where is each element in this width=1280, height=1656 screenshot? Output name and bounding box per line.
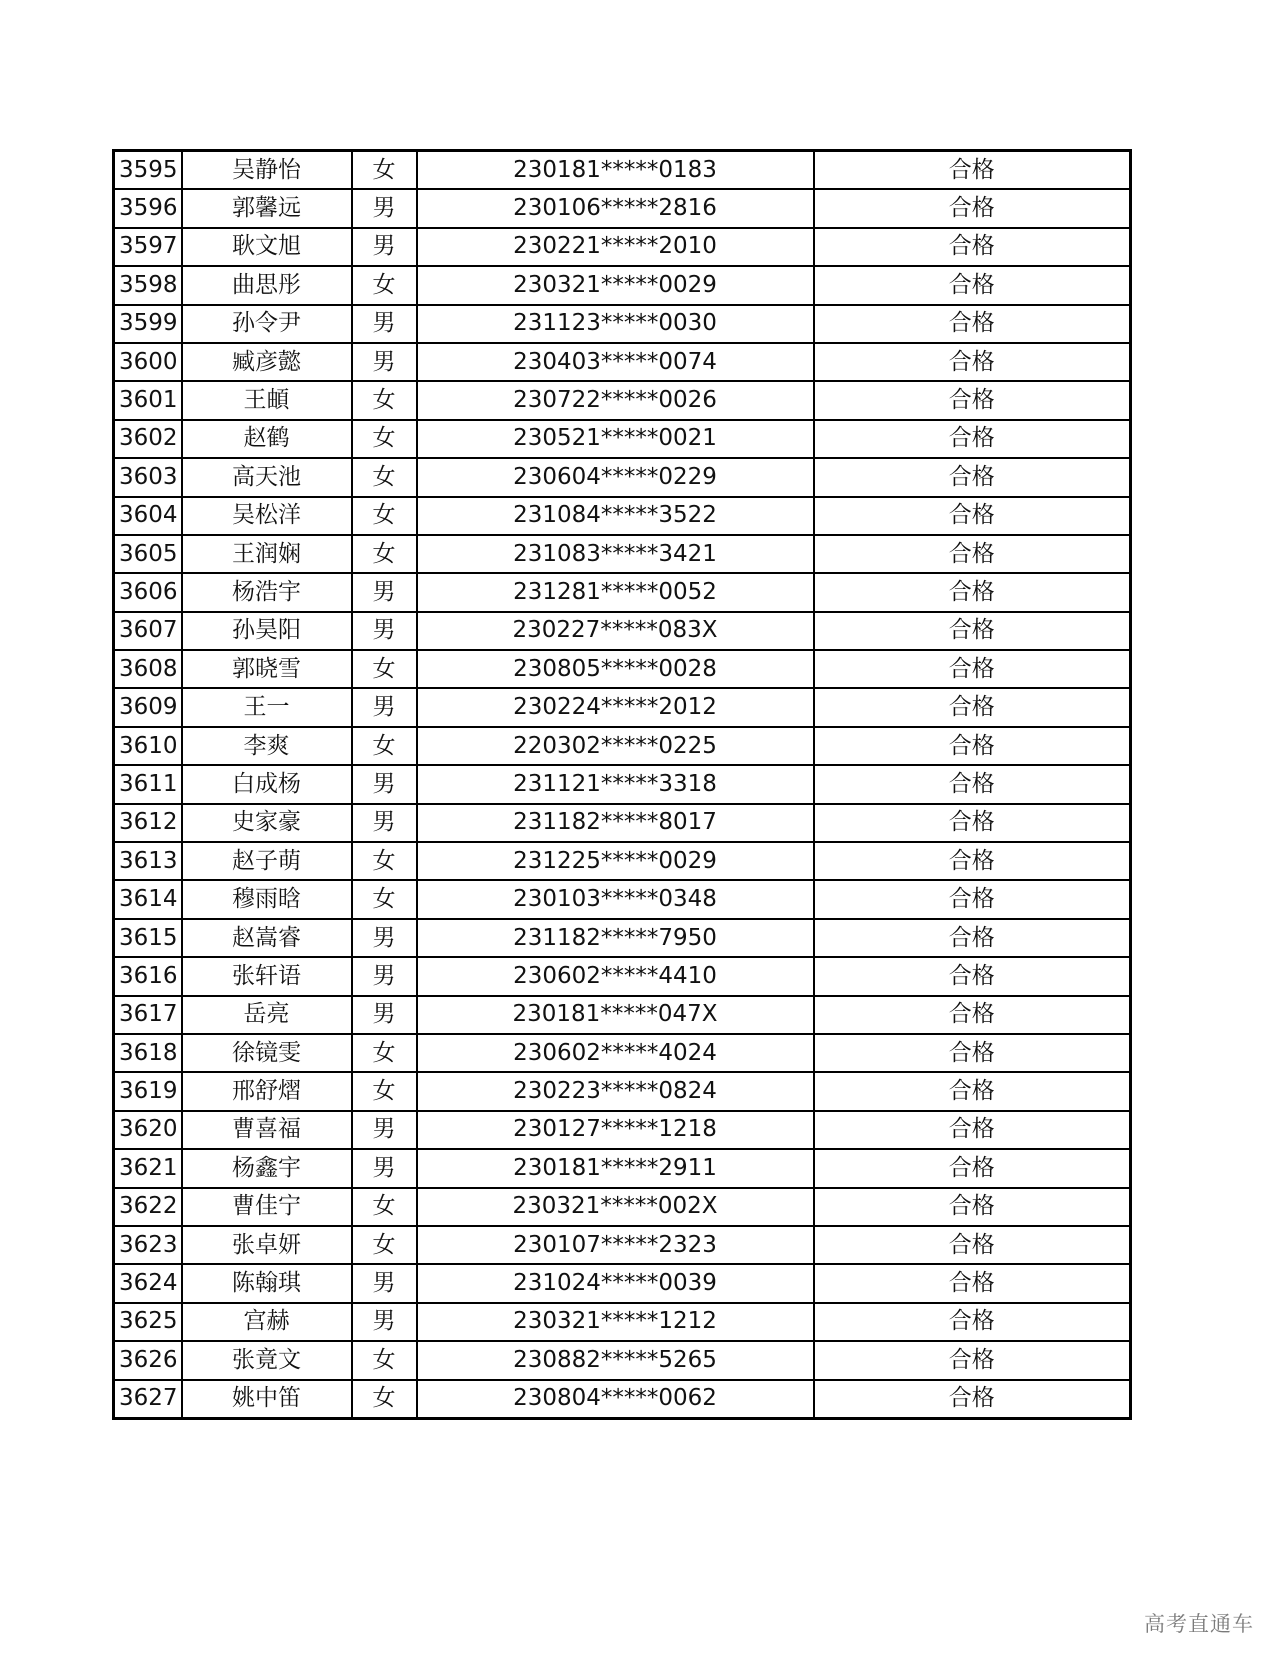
id-number-cell: 230227*****083X [417, 612, 814, 650]
gender-cell: 女 [352, 1188, 417, 1226]
id-number-cell: 231084*****3522 [417, 497, 814, 535]
name-cell: 张卓妍 [182, 1226, 352, 1264]
result-cell: 合格 [814, 1341, 1131, 1379]
id-number-cell: 230403*****0074 [417, 343, 814, 381]
name-cell: 曹喜福 [182, 1111, 352, 1149]
result-cell: 合格 [814, 497, 1131, 535]
name-cell: 邢舒熠 [182, 1072, 352, 1110]
result-cell: 合格 [814, 535, 1131, 573]
table-row [114, 919, 1131, 957]
id-number-cell: 230103*****0348 [417, 880, 814, 918]
row-number-cell: 3609 [114, 688, 182, 726]
row-number-cell: 3621 [114, 1149, 182, 1187]
gender-cell: 女 [352, 880, 417, 918]
result-cell: 合格 [814, 688, 1131, 726]
table-row [114, 727, 1131, 765]
name-cell: 赵嵩睿 [182, 919, 352, 957]
table-row [114, 151, 1131, 190]
id-number-cell: 220302*****0225 [417, 727, 814, 765]
result-cell: 合格 [814, 1111, 1131, 1149]
id-number-cell: 230602*****4410 [417, 957, 814, 995]
table-row [114, 497, 1131, 535]
table-row [114, 996, 1131, 1034]
table-row [114, 1264, 1131, 1302]
gender-cell: 女 [352, 458, 417, 496]
row-number-cell: 3620 [114, 1111, 182, 1149]
name-cell: 高天池 [182, 458, 352, 496]
id-number-cell: 231182*****7950 [417, 919, 814, 957]
result-cell: 合格 [814, 266, 1131, 304]
id-number-cell: 230321*****1212 [417, 1303, 814, 1341]
id-number-cell: 231182*****8017 [417, 804, 814, 842]
name-cell: 穆雨晗 [182, 880, 352, 918]
result-cell: 合格 [814, 880, 1131, 918]
table-row [114, 266, 1131, 304]
result-cell: 合格 [814, 420, 1131, 458]
row-number-cell: 3597 [114, 228, 182, 266]
table-row [114, 535, 1131, 573]
name-cell: 史家豪 [182, 804, 352, 842]
result-cell: 合格 [814, 1072, 1131, 1110]
id-number-cell: 231083*****3421 [417, 535, 814, 573]
name-cell: 张竟文 [182, 1341, 352, 1379]
name-cell: 李爽 [182, 727, 352, 765]
id-number-cell: 231281*****0052 [417, 573, 814, 611]
id-number-cell: 231123*****0030 [417, 305, 814, 343]
name-cell: 孙昊阳 [182, 612, 352, 650]
result-cell: 合格 [814, 919, 1131, 957]
table-row [114, 1149, 1131, 1187]
id-number-cell: 230181*****0183 [417, 151, 814, 190]
gender-cell: 男 [352, 996, 417, 1034]
row-number-cell: 3599 [114, 305, 182, 343]
table-row [114, 688, 1131, 726]
row-number-cell: 3616 [114, 957, 182, 995]
gender-cell: 女 [352, 1341, 417, 1379]
result-cell: 合格 [814, 151, 1131, 190]
watermark-text: 高考直通车 [1144, 1612, 1254, 1636]
gender-cell: 女 [352, 266, 417, 304]
table-row [114, 1034, 1131, 1072]
gender-cell: 女 [352, 1380, 417, 1419]
gender-cell: 女 [352, 727, 417, 765]
result-cell: 合格 [814, 996, 1131, 1034]
row-number-cell: 3614 [114, 880, 182, 918]
table-row [114, 343, 1131, 381]
row-number-cell: 3610 [114, 727, 182, 765]
id-number-cell: 230804*****0062 [417, 1380, 814, 1419]
id-number-cell: 230106*****2816 [417, 189, 814, 227]
gender-cell: 女 [352, 535, 417, 573]
gender-cell: 女 [352, 497, 417, 535]
results-table [112, 149, 1132, 1420]
row-number-cell: 3618 [114, 1034, 182, 1072]
gender-cell: 男 [352, 573, 417, 611]
result-cell: 合格 [814, 228, 1131, 266]
gender-cell: 男 [352, 1303, 417, 1341]
result-cell: 合格 [814, 612, 1131, 650]
result-cell: 合格 [814, 842, 1131, 880]
name-cell: 王润娴 [182, 535, 352, 573]
result-cell: 合格 [814, 1149, 1131, 1187]
row-number-cell: 3601 [114, 381, 182, 419]
row-number-cell: 3603 [114, 458, 182, 496]
table-row [114, 1341, 1131, 1379]
row-number-cell: 3626 [114, 1341, 182, 1379]
name-cell: 臧彦懿 [182, 343, 352, 381]
id-number-cell: 230181*****047X [417, 996, 814, 1034]
result-cell: 合格 [814, 650, 1131, 688]
row-number-cell: 3617 [114, 996, 182, 1034]
gender-cell: 男 [352, 189, 417, 227]
gender-cell: 男 [352, 688, 417, 726]
table-row [114, 420, 1131, 458]
result-cell: 合格 [814, 1303, 1131, 1341]
table-row [114, 1111, 1131, 1149]
gender-cell: 女 [352, 1072, 417, 1110]
name-cell: 赵鹤 [182, 420, 352, 458]
row-number-cell: 3613 [114, 842, 182, 880]
gender-cell: 男 [352, 1111, 417, 1149]
row-number-cell: 3619 [114, 1072, 182, 1110]
gender-cell: 男 [352, 1264, 417, 1302]
gender-cell: 女 [352, 420, 417, 458]
id-number-cell: 230882*****5265 [417, 1341, 814, 1379]
row-number-cell: 3612 [114, 804, 182, 842]
result-cell: 合格 [814, 1226, 1131, 1264]
row-number-cell: 3625 [114, 1303, 182, 1341]
table-row [114, 957, 1131, 995]
result-cell: 合格 [814, 727, 1131, 765]
name-cell: 吴静怡 [182, 151, 352, 190]
result-cell: 合格 [814, 573, 1131, 611]
id-number-cell: 230604*****0229 [417, 458, 814, 496]
name-cell: 曹佳宁 [182, 1188, 352, 1226]
result-cell: 合格 [814, 458, 1131, 496]
table-row [114, 573, 1131, 611]
table-row [114, 650, 1131, 688]
name-cell: 徐镜雯 [182, 1034, 352, 1072]
row-number-cell: 3607 [114, 612, 182, 650]
table-row [114, 305, 1131, 343]
gender-cell: 男 [352, 343, 417, 381]
row-number-cell: 3600 [114, 343, 182, 381]
row-number-cell: 3627 [114, 1380, 182, 1419]
name-cell: 杨浩宇 [182, 573, 352, 611]
id-number-cell: 231024*****0039 [417, 1264, 814, 1302]
result-cell: 合格 [814, 1380, 1131, 1419]
id-number-cell: 230221*****2010 [417, 228, 814, 266]
result-cell: 合格 [814, 305, 1131, 343]
name-cell: 姚中笛 [182, 1380, 352, 1419]
gender-cell: 女 [352, 1226, 417, 1264]
table-row [114, 381, 1131, 419]
row-number-cell: 3606 [114, 573, 182, 611]
id-number-cell: 230107*****2323 [417, 1226, 814, 1264]
id-number-cell: 230321*****002X [417, 1188, 814, 1226]
gender-cell: 女 [352, 842, 417, 880]
gender-cell: 男 [352, 957, 417, 995]
results-table-body [114, 151, 1131, 1419]
name-cell: 吴松洋 [182, 497, 352, 535]
name-cell: 张轩语 [182, 957, 352, 995]
table-row [114, 612, 1131, 650]
gender-cell: 男 [352, 1149, 417, 1187]
name-cell: 杨鑫宇 [182, 1149, 352, 1187]
name-cell: 王頔 [182, 381, 352, 419]
row-number-cell: 3615 [114, 919, 182, 957]
table-row [114, 458, 1131, 496]
id-number-cell: 230127*****1218 [417, 1111, 814, 1149]
result-cell: 合格 [814, 1264, 1131, 1302]
gender-cell: 男 [352, 804, 417, 842]
gender-cell: 女 [352, 650, 417, 688]
id-number-cell: 231121*****3318 [417, 765, 814, 803]
table-row [114, 228, 1131, 266]
row-number-cell: 3598 [114, 266, 182, 304]
gender-cell: 女 [352, 381, 417, 419]
row-number-cell: 3602 [114, 420, 182, 458]
result-cell: 合格 [814, 1034, 1131, 1072]
table-row [114, 1226, 1131, 1264]
name-cell: 孙令尹 [182, 305, 352, 343]
id-number-cell: 230321*****0029 [417, 266, 814, 304]
gender-cell: 女 [352, 1034, 417, 1072]
row-number-cell: 3623 [114, 1226, 182, 1264]
table-row [114, 1303, 1131, 1341]
name-cell: 郭馨远 [182, 189, 352, 227]
gender-cell: 男 [352, 765, 417, 803]
id-number-cell: 230722*****0026 [417, 381, 814, 419]
name-cell: 陈翰琪 [182, 1264, 352, 1302]
id-number-cell: 230602*****4024 [417, 1034, 814, 1072]
result-cell: 合格 [814, 343, 1131, 381]
row-number-cell: 3611 [114, 765, 182, 803]
id-number-cell: 230181*****2911 [417, 1149, 814, 1187]
id-number-cell: 230224*****2012 [417, 688, 814, 726]
result-cell: 合格 [814, 765, 1131, 803]
table-row [114, 842, 1131, 880]
gender-cell: 男 [352, 228, 417, 266]
id-number-cell: 230223*****0824 [417, 1072, 814, 1110]
name-cell: 耿文旭 [182, 228, 352, 266]
table-row [114, 1380, 1131, 1419]
id-number-cell: 230521*****0021 [417, 420, 814, 458]
row-number-cell: 3622 [114, 1188, 182, 1226]
gender-cell: 男 [352, 612, 417, 650]
result-cell: 合格 [814, 804, 1131, 842]
result-cell: 合格 [814, 381, 1131, 419]
id-number-cell: 230805*****0028 [417, 650, 814, 688]
result-cell: 合格 [814, 1188, 1131, 1226]
name-cell: 赵子萌 [182, 842, 352, 880]
gender-cell: 男 [352, 305, 417, 343]
row-number-cell: 3604 [114, 497, 182, 535]
name-cell: 岳亮 [182, 996, 352, 1034]
name-cell: 白成杨 [182, 765, 352, 803]
row-number-cell: 3608 [114, 650, 182, 688]
id-number-cell: 231225*****0029 [417, 842, 814, 880]
table-row [114, 804, 1131, 842]
result-cell: 合格 [814, 189, 1131, 227]
gender-cell: 女 [352, 151, 417, 190]
row-number-cell: 3605 [114, 535, 182, 573]
row-number-cell: 3596 [114, 189, 182, 227]
result-cell: 合格 [814, 957, 1131, 995]
row-number-cell: 3624 [114, 1264, 182, 1302]
table-row [114, 189, 1131, 227]
name-cell: 曲思彤 [182, 266, 352, 304]
row-number-cell: 3595 [114, 151, 182, 190]
name-cell: 王一 [182, 688, 352, 726]
name-cell: 郭晓雪 [182, 650, 352, 688]
table-row [114, 765, 1131, 803]
table-row [114, 1188, 1131, 1226]
name-cell: 宫赫 [182, 1303, 352, 1341]
table-row [114, 1072, 1131, 1110]
gender-cell: 男 [352, 919, 417, 957]
table-row [114, 880, 1131, 918]
